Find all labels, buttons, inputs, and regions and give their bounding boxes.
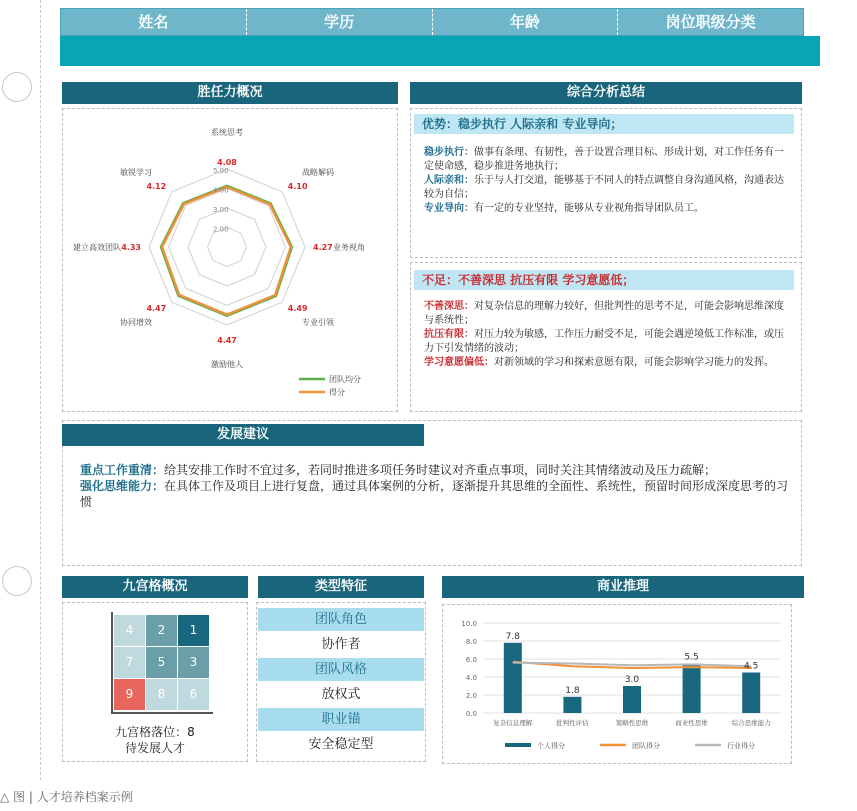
business-panel — [442, 604, 792, 764]
radar-value-label: 4.12 — [146, 182, 167, 192]
header-job-level: 岗位职级分类 — [665, 13, 756, 31]
weakness-item — [424, 300, 784, 328]
bar-category-label: 策略性思维 — [615, 719, 649, 727]
bar-category-label: 复杂信息理解 — [493, 719, 533, 727]
advantage-text — [424, 146, 784, 216]
radar-value-label: 4.08 — [217, 158, 237, 167]
weakness-desc: 对压力较为敏感，工作压力耐受不足，可能会遇逆境低工作标准，或压力下引发情绪的波动； — [424, 329, 784, 354]
radar-value-label: 4.49 — [287, 303, 308, 313]
nine-grid-cell: 5 — [146, 647, 177, 678]
nine-grid-cell: 7 — [114, 647, 145, 678]
radar-value-label: 4.10 — [287, 182, 308, 192]
bar-ytick-label: 0.0 — [465, 710, 477, 718]
type-feature-heading: 职业锚 — [258, 708, 424, 731]
weakness-desc: 对复杂信息的理解力较好，但批判性的思考不足，可能会影响思维深度与系统性； — [424, 301, 784, 326]
radar-scale-label: 4.00 — [213, 186, 229, 195]
nine-grid-title: 九宫格概况 — [62, 576, 248, 598]
radar-scale-label: 3.00 — [213, 206, 229, 214]
radar-value-label: 4.47 — [146, 303, 167, 313]
radar-value-label: 4.47 — [217, 336, 237, 345]
radar-legend-label: 团队均分 — [329, 375, 361, 384]
business-chart — [443, 605, 791, 763]
type-feature-heading: 团队角色 — [258, 608, 424, 631]
binder-hole — [2, 72, 32, 102]
nine-grid-cell: 3 — [178, 647, 209, 678]
advantage-key: 人际亲和： — [424, 175, 474, 186]
header-name: 姓名 — [61, 9, 247, 35]
nine-grid-cell: 9 — [114, 679, 145, 710]
development-title: 发展建议 — [62, 424, 424, 446]
competency-title: 胜任力概况 — [62, 82, 398, 104]
bar-value-label: 3.0 — [624, 675, 640, 685]
bar-category-label: 综合思维能力 — [731, 719, 771, 727]
nine-grid-cell: 6 — [178, 679, 209, 710]
bar-legend-label: 个人得分 — [537, 742, 565, 750]
radar-axis-label: 系统思考 — [211, 128, 243, 137]
radar-axis-label: 战略解码 — [301, 168, 334, 178]
nine-grid-cell: 2 — [146, 615, 177, 646]
binder-line — [40, 0, 41, 780]
radar-chart — [63, 109, 397, 411]
bar-value-label: 1.8 — [565, 685, 580, 696]
development-item — [80, 478, 792, 510]
development-item — [80, 462, 792, 478]
advantage-desc: 有一定的专业坚持，能够从专业视角指导团队员工。 — [474, 203, 704, 214]
figure-caption: △ 图 | 人才培养档案示例 — [0, 790, 133, 804]
radar-scale-label: 5.00 — [213, 167, 229, 175]
bar — [683, 664, 701, 714]
bar — [623, 686, 641, 713]
nine-grid-cell: 4 — [114, 615, 145, 646]
advantage-item — [424, 146, 784, 174]
header-education: 学历 — [247, 9, 433, 35]
radar-value-label: 4.27 — [313, 243, 333, 252]
advantage-item — [424, 202, 784, 216]
weakness-item — [424, 328, 784, 356]
nine-grid-cell: 8 — [146, 679, 177, 710]
bar-value-label: 7.8 — [505, 631, 520, 642]
radar-ring — [188, 208, 266, 286]
advantage-item — [424, 174, 784, 202]
bar-ytick-label: 2.0 — [465, 692, 477, 700]
bar-value-label: 5.5 — [684, 652, 699, 663]
nine-grid-x-axis — [111, 712, 213, 714]
nine-grid — [114, 615, 210, 711]
bar-legend-label: 团队得分 — [632, 742, 660, 750]
radar-legend-label: 得分 — [329, 388, 345, 397]
nine-grid-cell: 1 — [178, 615, 209, 646]
radar-axis-label: 业务视角 — [333, 243, 365, 252]
radar-axis-label: 敏锐学习 — [120, 168, 153, 178]
type-feature-value: 协作者 — [321, 637, 361, 652]
bar-ytick-label: 10.0 — [461, 620, 477, 628]
advantage-key: 稳步执行： — [424, 147, 474, 158]
competency-panel — [62, 108, 398, 412]
profile-header — [60, 8, 804, 36]
advantage-desc: 乐于与人打交道，能够基于不同人的特点调整自身沟通风格，沟通表达较为自信； — [424, 175, 784, 200]
weakness-item — [424, 356, 784, 370]
development-desc: 给其安排工作时不宜过多，若同时推进多项任务时建议对齐重点事项，同时关注其情绪波动及压力疏解； — [164, 463, 717, 477]
development-desc: 在具体工作及项目上进行复盘，通过具体案例的分析，逐渐提升其思维的全面性、系统性，预留时间形成深度思考的习惯 — [80, 479, 789, 509]
type-feature-value: 放权式 — [321, 687, 361, 702]
nine-grid-y-axis — [111, 612, 113, 714]
weakness-key: 不善深思： — [424, 301, 474, 312]
radar-value-label: 4.33 — [121, 243, 141, 252]
bar-category-label: 批判性评估 — [556, 719, 589, 727]
binder-hole — [2, 566, 32, 596]
bar-legend-label: 行业得分 — [727, 742, 755, 750]
advantage-heading: 优势：稳步执行 人际亲和 专业导向； — [414, 114, 794, 134]
profile-values-band — [60, 36, 820, 66]
bar-ytick-label: 4.0 — [465, 674, 477, 682]
development-key: 强化思维能力： — [80, 479, 165, 493]
summary-title: 综合分析总结 — [410, 82, 802, 104]
business-title: 商业推理 — [442, 576, 804, 598]
radar-axis-label: 专业引领 — [301, 317, 334, 327]
nine-grid-category: 待发展人才 — [124, 741, 185, 755]
bar — [563, 697, 581, 713]
type-feature-heading: 团队风格 — [258, 658, 424, 681]
weakness-key: 学习意愿偏低： — [424, 357, 494, 368]
type-features-title: 类型特征 — [258, 576, 424, 598]
advantage-desc: 做事有条理、有韧性，善于设置合理目标、形成计划，对工作任务有一定使命感，稳步推进务地执行； — [424, 147, 784, 172]
bar — [742, 673, 760, 714]
development-text — [80, 462, 792, 510]
weakness-key: 抗压有限： — [424, 329, 474, 340]
header-age: 年龄 — [433, 9, 619, 35]
nine-grid-result — [62, 724, 248, 756]
bar-ytick-label: 8.0 — [465, 638, 477, 646]
bar — [504, 643, 522, 713]
radar-axis-label: 建立高效团队 — [73, 243, 121, 252]
bar-value-label: 4.5 — [744, 661, 759, 672]
advantage-key: 专业导向： — [424, 203, 474, 214]
type-feature-value: 安全稳定型 — [308, 737, 374, 752]
development-key: 重点工作重清： — [80, 463, 165, 477]
nine-grid-position: 九宫格落位：8 — [115, 725, 195, 739]
bar-ytick-label: 6.0 — [465, 656, 477, 664]
weakness-heading: 不足：不善深思 抗压有限 学习意愿低； — [414, 270, 794, 290]
radar-axis-label: 激励他人 — [211, 360, 243, 369]
radar-scale-label: 2.00 — [213, 225, 229, 234]
weakness-desc: 对新领域的学习和探索意愿有限，可能会影响学习能力的发挥。 — [494, 357, 774, 368]
bar-category-label: 商业性思维 — [675, 719, 708, 727]
radar-axis-label: 协同增效 — [120, 317, 153, 327]
weakness-text — [424, 300, 784, 370]
